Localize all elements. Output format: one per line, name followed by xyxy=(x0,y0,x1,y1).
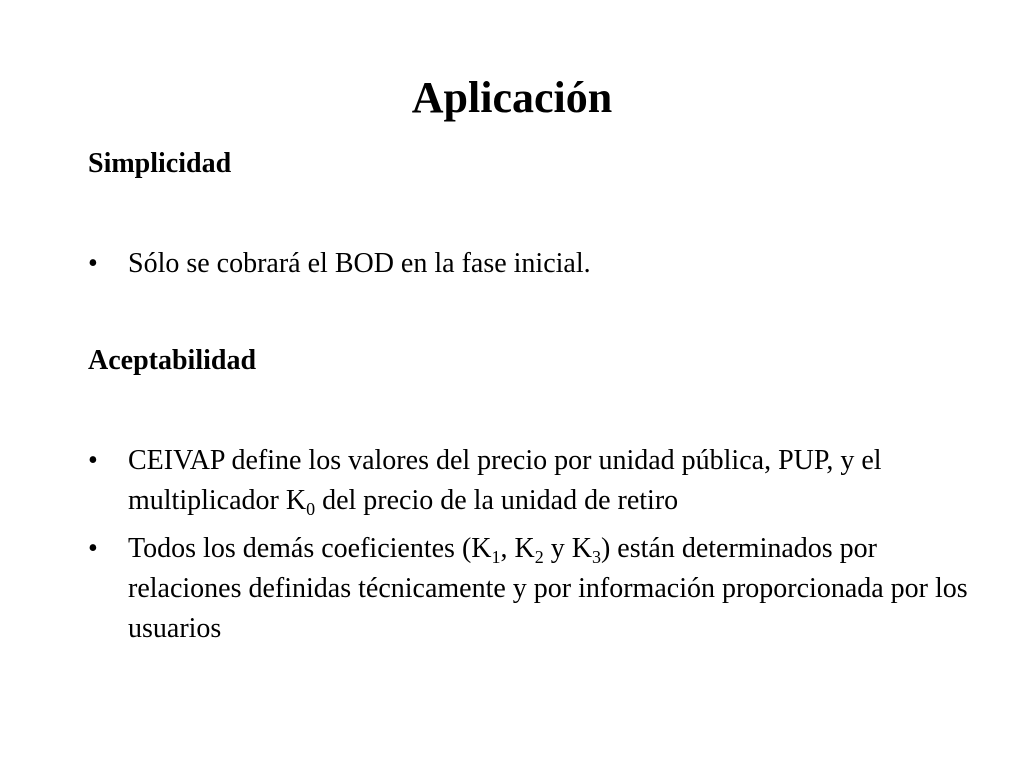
bullet-text-segment: del precio de la unidad de retiro xyxy=(315,485,679,516)
bullet-text-segment: , K xyxy=(500,533,535,564)
bullet-icon: • xyxy=(88,248,98,279)
section-heading-aceptabilidad: Aceptabilidad xyxy=(88,345,257,376)
subscript: 0 xyxy=(306,499,316,519)
bullet-text xyxy=(128,441,968,521)
subscript: 2 xyxy=(534,547,544,567)
section-heading-simplicidad: Simplicidad xyxy=(88,148,232,179)
bullet-text-segment: y K xyxy=(543,533,592,564)
bullet-text: Sólo se cobrará el BOD en la fase inicial. xyxy=(128,248,591,279)
bullet-item xyxy=(88,529,968,649)
bullet-text-segment: CEIVAP define los valores del precio por unidad pública, PUP, y el multiplicador K xyxy=(128,445,882,516)
bullet-icon: • xyxy=(88,445,98,476)
bullet-item xyxy=(88,441,968,521)
bullet-text-segment: ) están determinados por relaciones definidas técnicamente y por información proporcionada por los usuarios xyxy=(128,533,968,644)
subscript: 3 xyxy=(591,547,601,567)
bullet-icon: • xyxy=(88,533,98,564)
bullet-item xyxy=(88,244,968,284)
bullet-text xyxy=(128,529,968,649)
slide-title: Aplicación xyxy=(411,73,613,122)
subscript: 1 xyxy=(491,547,501,567)
bullet-text-segment: Todos los demás coeficientes (K xyxy=(128,533,492,564)
